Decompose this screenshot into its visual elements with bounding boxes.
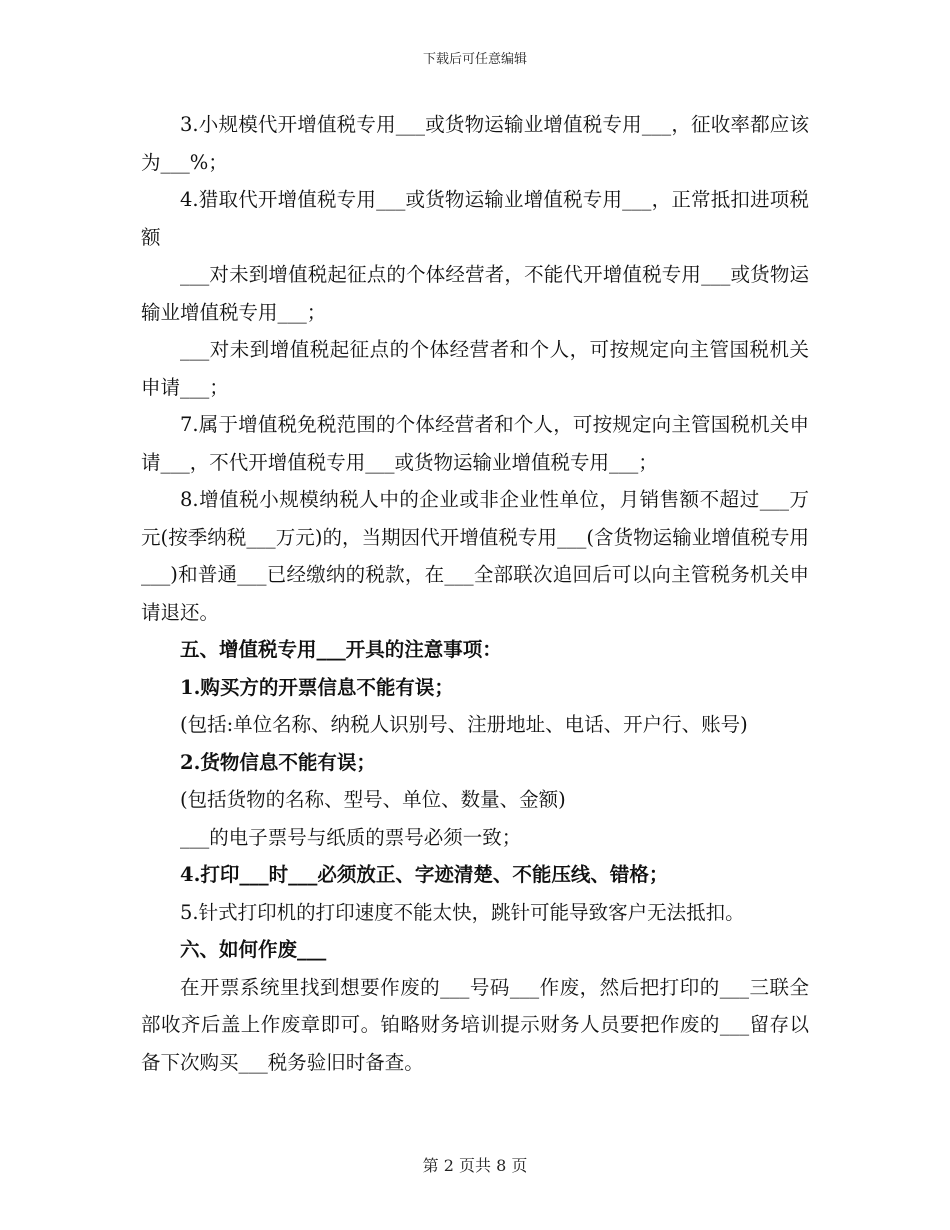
paragraph: 3.小规模代开增值税专用___或货物运输业增值税专用___，征收率都应该为___%； (141, 113, 809, 174)
paragraph: (包括:单位名称、纳税人识别号、注册地址、电话、开户行、账号) (180, 713, 748, 736)
paragraph: 4.猎取代开增值税专用___或货物运输业增值税专用___，正常抵扣进项税额 (141, 188, 809, 249)
section-heading: 六、如何作废___ (180, 938, 327, 961)
paragraph: ___对未到增值税起征点的个体经营者和个人，可按规定向主管国税机关申请___； (141, 338, 809, 399)
page-footer: 第 2 页共 8 页 (422, 1156, 528, 1175)
paragraph: (包括货物的名称、型号、单位、数量、金额) (180, 788, 566, 811)
paragraph: 7.属于增值税免税范围的个体经营者和个人，可按规定向主管国税机关申请___，不代开增值税专用___或货物运输业增值税专用___； (141, 413, 809, 474)
section-heading: 1.购买方的开票信息不能有误； (180, 675, 454, 699)
paragraph: ___对未到增值税起征点的个体经营者，不能代开增值税专用___或货物运输业增值税专用___； (141, 263, 809, 324)
paragraph: 5.针式打印机的打印速度不能太快，跳针可能导致客户无法抵扣。 (180, 900, 745, 924)
paragraph: 8.增值税小规模纳税人中的企业或非企业性单位，月销售额不超过___万元(按季纳税___万元)的，当期因代开增值税专用___(含货物运输业增值税专用___)和普通___已经缴纳的税款，在___全部联次追回后可以向主管税务机关申请退还。 (141, 488, 809, 624)
page-header: 下载后可任意编辑 (422, 52, 527, 67)
section-heading: 4.打印___时___必须放正、字迹清楚、不能压线、错格； (180, 863, 669, 886)
section-heading: 五、增值税专用___开具的注意事项： (180, 638, 502, 661)
paragraph: ___的电子票号与纸质的票号必须一致； (180, 825, 522, 849)
paragraph: 在开票系统里找到想要作废的___号码___作废，然后把打印的___三联全部收齐后盖上作废章即可。铂略财务培训提示财务人员要把作废的___留存以备下次购买___税务验旧时备查。 (141, 975, 809, 1074)
section-heading: 2.货物信息不能有误； (180, 750, 376, 774)
document-body (141, 106, 809, 1081)
